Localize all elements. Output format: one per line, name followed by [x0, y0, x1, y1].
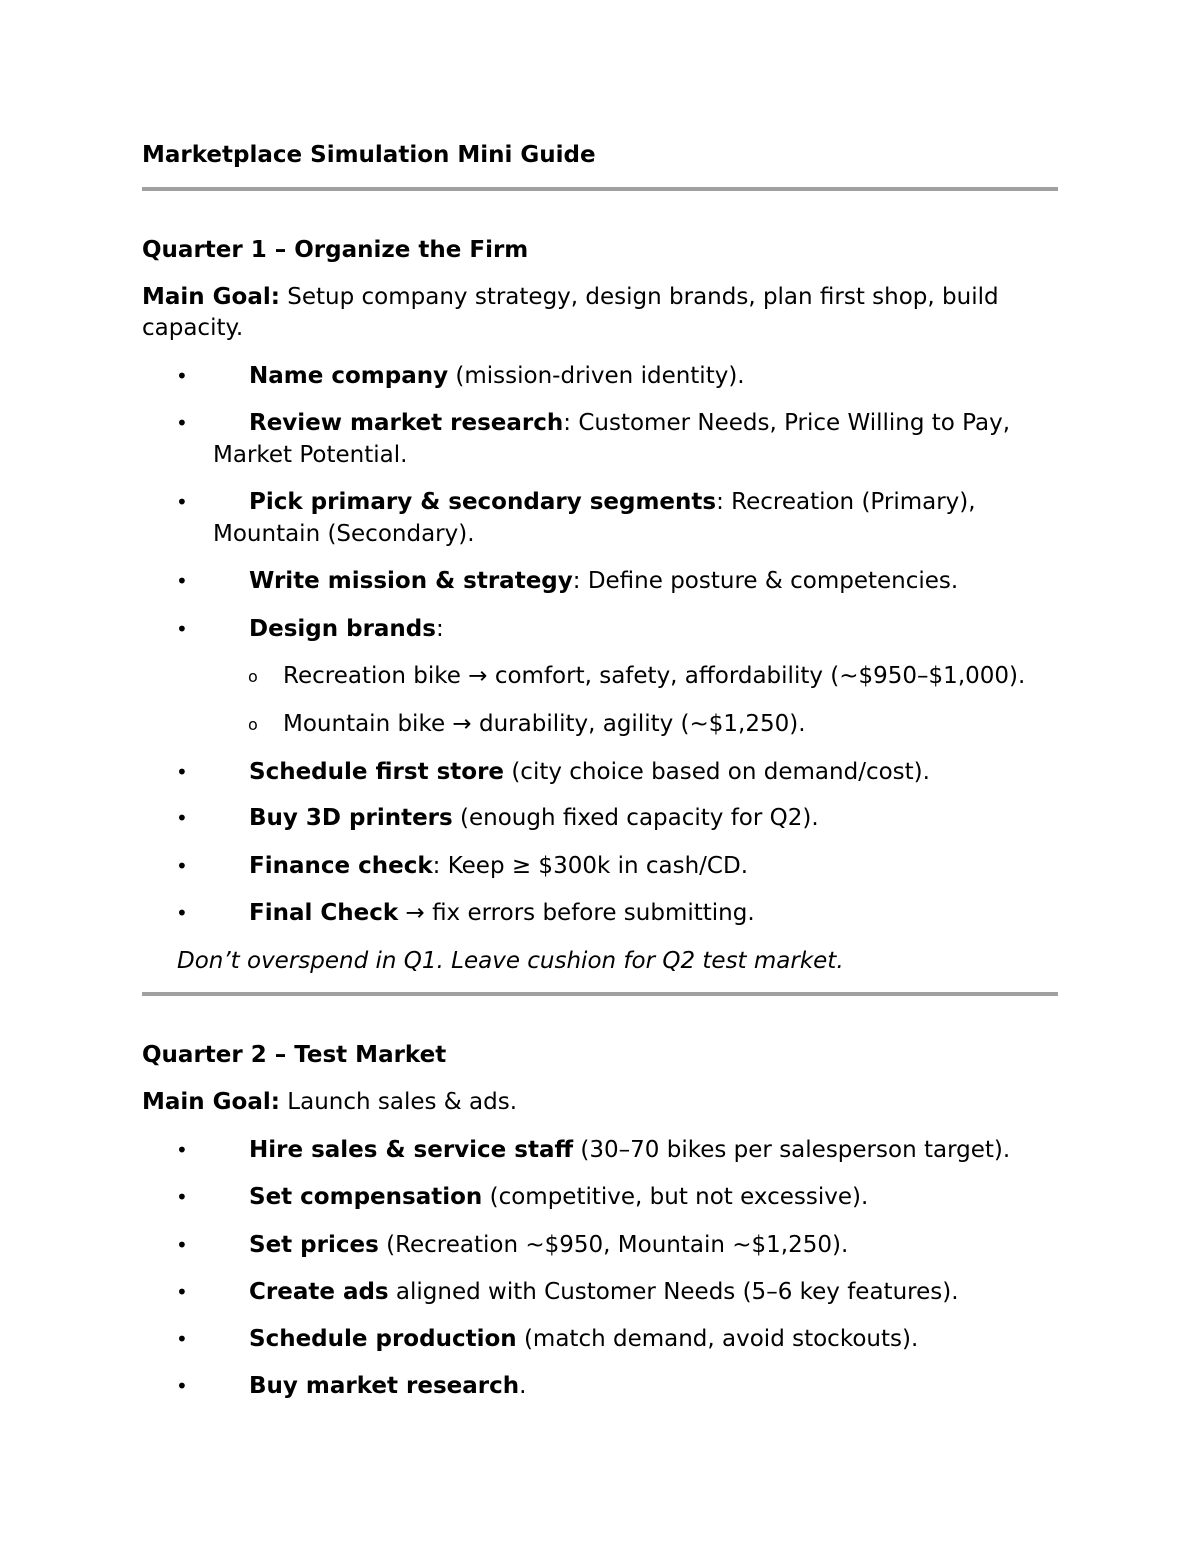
section-divider — [142, 187, 1058, 191]
q2-main-goal — [142, 1087, 517, 1117]
item-text: : Customer Needs, Price Willing to Pay, — [563, 410, 1011, 436]
document-title: Marketplace Simulation Mini Guide — [142, 142, 596, 168]
q1-goal-label: Main Goal: — [142, 284, 280, 310]
item-text: (match demand, avoid stockouts). — [516, 1326, 919, 1352]
q2-list-item — [249, 1277, 959, 1307]
bullet-icon: • — [176, 1138, 188, 1162]
item-bold: Final Check — [249, 900, 399, 926]
item-text: (mission-driven identity). — [448, 363, 745, 389]
q2-goal-text: Launch sales & ads. — [279, 1089, 518, 1115]
item-text: (enough fixed capacity for Q2). — [452, 805, 819, 831]
item-text: → fix errors before submitting. — [398, 900, 755, 926]
bullet-icon: • — [176, 1327, 188, 1351]
bullet-icon: • — [176, 411, 188, 435]
q1-list-item — [249, 614, 444, 644]
item-text: : Define posture & competencies. — [572, 568, 959, 594]
q1-list-item — [249, 757, 930, 787]
bullet-icon: • — [176, 490, 188, 514]
bullet-icon: • — [176, 569, 188, 593]
sub-bullet-icon: o — [248, 667, 258, 686]
bullet-icon: • — [176, 901, 188, 925]
q1-list-item — [249, 361, 745, 391]
q2-list-item — [249, 1182, 868, 1212]
q1-note: Don’t overspend in Q1. Leave cushion for Q2 test market. — [177, 948, 844, 974]
bullet-icon: • — [176, 1233, 188, 1257]
item-bold: Design brands — [249, 616, 436, 642]
bullet-icon: • — [176, 806, 188, 830]
q1-list-item — [249, 566, 958, 596]
bullet-icon: • — [176, 1374, 188, 1398]
q1-goal-text: Setup company strategy, design brands, plan first shop, build — [279, 284, 999, 310]
item-text: : Keep ≥ $300k in cash/CD. — [432, 853, 749, 879]
item-bold: Pick primary & secondary segments — [249, 489, 717, 515]
section-divider — [142, 992, 1058, 996]
q1-list-item-cont: Market Potential. — [213, 442, 408, 468]
q2-heading: Quarter 2 – Test Market — [142, 1042, 447, 1068]
item-bold: Name company — [249, 363, 449, 389]
item-bold: Schedule first store — [249, 759, 505, 785]
item-bold: Finance check — [249, 853, 433, 879]
q2-list-item — [249, 1135, 1010, 1165]
sub-bullet-icon: o — [248, 715, 258, 734]
q2-list-item — [249, 1230, 848, 1260]
q1-main-goal — [142, 282, 999, 312]
item-bold: Write mission & strategy — [249, 568, 573, 594]
q1-heading: Quarter 1 – Organize the Firm — [142, 237, 529, 263]
q2-list-item — [249, 1371, 526, 1401]
q2-goal-label: Main Goal: — [142, 1089, 280, 1115]
item-bold: Hire sales & service staff — [249, 1137, 574, 1163]
q2-list-item — [249, 1324, 918, 1354]
bullet-icon: • — [176, 854, 188, 878]
q1-sub-item: Recreation bike → comfort, safety, affordability (~$950–$1,000). — [283, 663, 1026, 689]
item-text: (Recreation ~$950, Mountain ~$1,250). — [378, 1232, 849, 1258]
q1-list-item — [249, 851, 748, 881]
bullet-icon: • — [176, 760, 188, 784]
item-bold: Buy 3D printers — [249, 805, 453, 831]
q1-list-item — [249, 803, 819, 833]
q1-list-item — [249, 408, 1010, 438]
item-text: : Recreation (Primary), — [716, 489, 976, 515]
item-text: (30–70 bikes per salesperson target). — [573, 1137, 1011, 1163]
q1-list-item — [249, 898, 755, 928]
item-bold: Create ads — [249, 1279, 389, 1305]
item-text: . — [519, 1373, 527, 1399]
item-bold: Schedule production — [249, 1326, 517, 1352]
q1-main-goal-cont: capacity. — [142, 315, 244, 341]
item-bold: Review market research — [249, 410, 564, 436]
bullet-icon: • — [176, 1185, 188, 1209]
item-bold: Set compensation — [249, 1184, 483, 1210]
bullet-icon: • — [176, 617, 188, 641]
item-bold: Buy market research — [249, 1373, 520, 1399]
item-text: (city choice based on demand/cost). — [504, 759, 930, 785]
item-text: (competitive, but not excessive). — [482, 1184, 869, 1210]
q1-list-item-cont: Mountain (Secondary). — [213, 521, 475, 547]
q1-sub-item: Mountain bike → durability, agility (~$1,250). — [283, 711, 806, 737]
item-text: aligned with Customer Needs (5–6 key features). — [388, 1279, 959, 1305]
bullet-icon: • — [176, 364, 188, 388]
bullet-icon: • — [176, 1280, 188, 1304]
item-text: : — [435, 616, 444, 642]
item-bold: Set prices — [249, 1232, 379, 1258]
q1-list-item — [249, 487, 976, 517]
